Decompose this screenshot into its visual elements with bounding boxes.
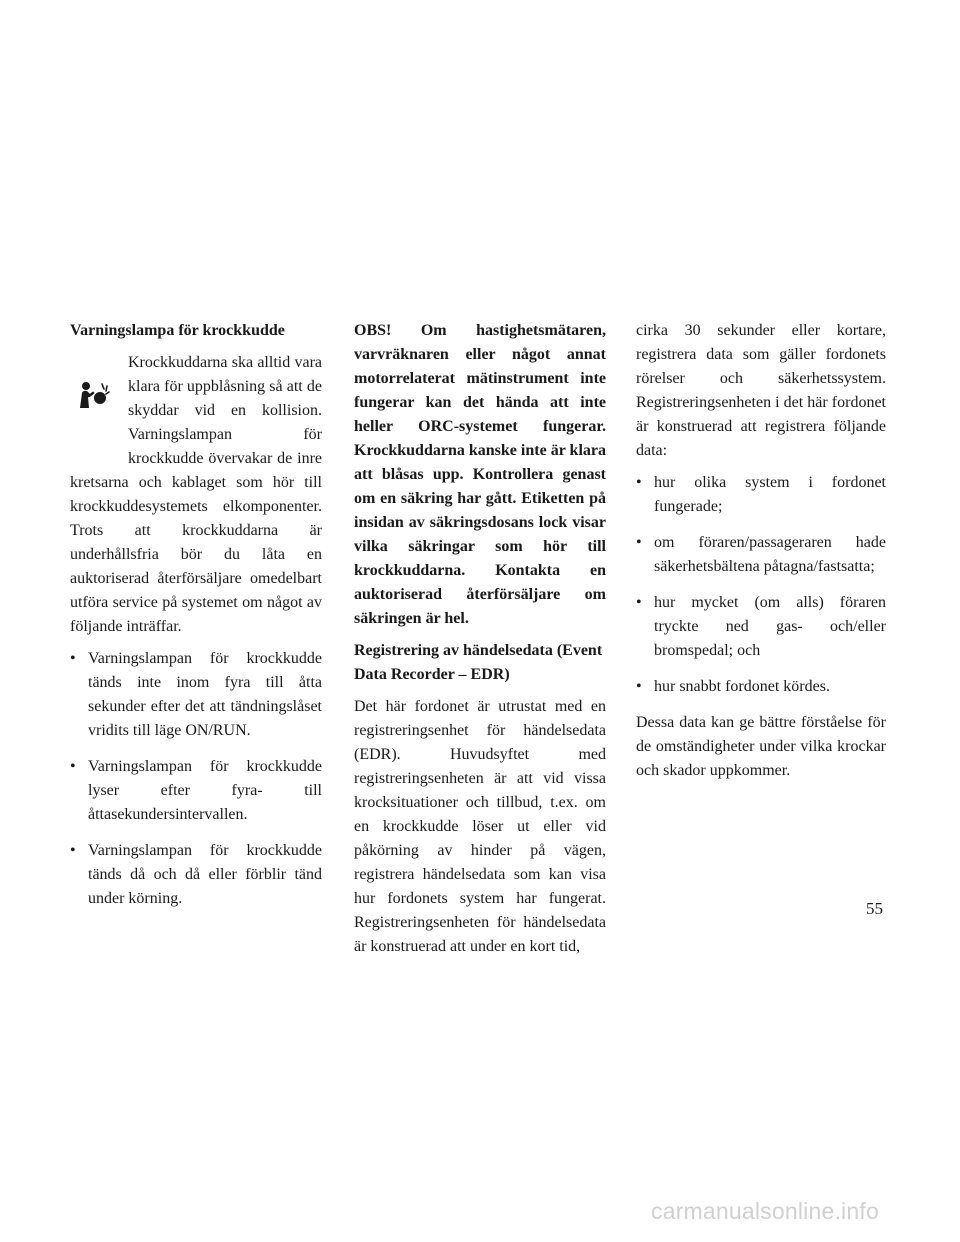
airbag-icon-container	[70, 359, 128, 455]
section-heading-edr: Registrering av händelsedata (Event Data Recorder – EDR)	[354, 642, 603, 683]
airbag-intro-text: Krockkuddarna ska alltid vara klara för uppblåsning så att de skyddar vid en kollision. Varningslampan för krockkudde övervakar de inre kretsarna och kablaget som hör till krockkuddesystemets elkomponenter. Trots att krockkuddarna är underhållsfria bör du låta en auktoriserad återförsäljare omedelbart utföra service på systemet om något av följande inträffar.	[70, 354, 322, 635]
page-number: 55	[866, 899, 883, 918]
list-item: • hur snabbt fordonet kördes.	[636, 675, 886, 699]
edr-continued-text: cirka 30 sekunder eller kortare, registrera data som gäller fordonets rörelser och säkerhetssystem. Registreringsenheten i det här fordonet är konstruerad att registrera följande data:	[636, 322, 886, 459]
list-item: • hur mycket (om alls) föraren tryckte ned gas- och/eller bromspedal; och	[636, 591, 886, 663]
list-item: • Varningslampan för krockkudde tänds då och då eller förblir tänd under körning.	[70, 839, 322, 911]
airbag-warning-icon	[76, 381, 110, 409]
edr-body-text: Det här fordonet är utrustat med en registreringsenhet för händelsedata (EDR). Huvudsyftet med registreringsenheten är att vid vissa krocksituationer och tillbud, t.ex. om en krockkudde löser ut eller vid påkörning av hinder på vägen, registrera händelsedata som kan visa hur fordonets system har fungerat. Registreringsenheten för händelsedata är konstruerad att under en kort tid,	[354, 698, 606, 955]
column-3	[636, 319, 886, 791]
list-item: • om föraren/passageraren hade säkerhetsbältena påtagna/fastsatta;	[636, 531, 886, 579]
column-1	[70, 319, 322, 923]
list-item: • hur olika system i fordonet fungerade;	[636, 471, 886, 519]
note-text: OBS! Om hastighetsmätaren, varvräknaren eller något annat motorrelaterat mätinstrument inte fungerar kan det hända att inte heller ORC-systemet fungerar. Krockkuddarna kanske inte är klara att blåsas upp. Kontrollera genast om en säkring har gått. Etiketten på insidan av säkringsdosans lock visar vilka säkringar som hör till krockkuddarna. Kontakta en auktoriserad återförsäljare om säkringen är hel.	[354, 322, 606, 627]
airbag-conditions-list	[70, 647, 322, 911]
list-item: • Varningslampan för krockkudde tänds inte inom fyra till åtta sekunder efter det att tändningslåset vridits till läge ON/RUN.	[70, 647, 322, 743]
column-2	[354, 319, 606, 967]
section-heading-airbag-warning: Varningslampa för krockkudde	[70, 322, 285, 339]
edr-data-list	[636, 471, 886, 699]
edr-closing-text: Dessa data kan ge bättre förståelse för de omständigheter under vilka krockar och skador uppkommer.	[636, 714, 886, 779]
list-item: • Varningslampan för krockkudde lyser efter fyra- till åttasekundersintervallen.	[70, 755, 322, 827]
watermark: carmanualsonline.info	[651, 1198, 879, 1224]
